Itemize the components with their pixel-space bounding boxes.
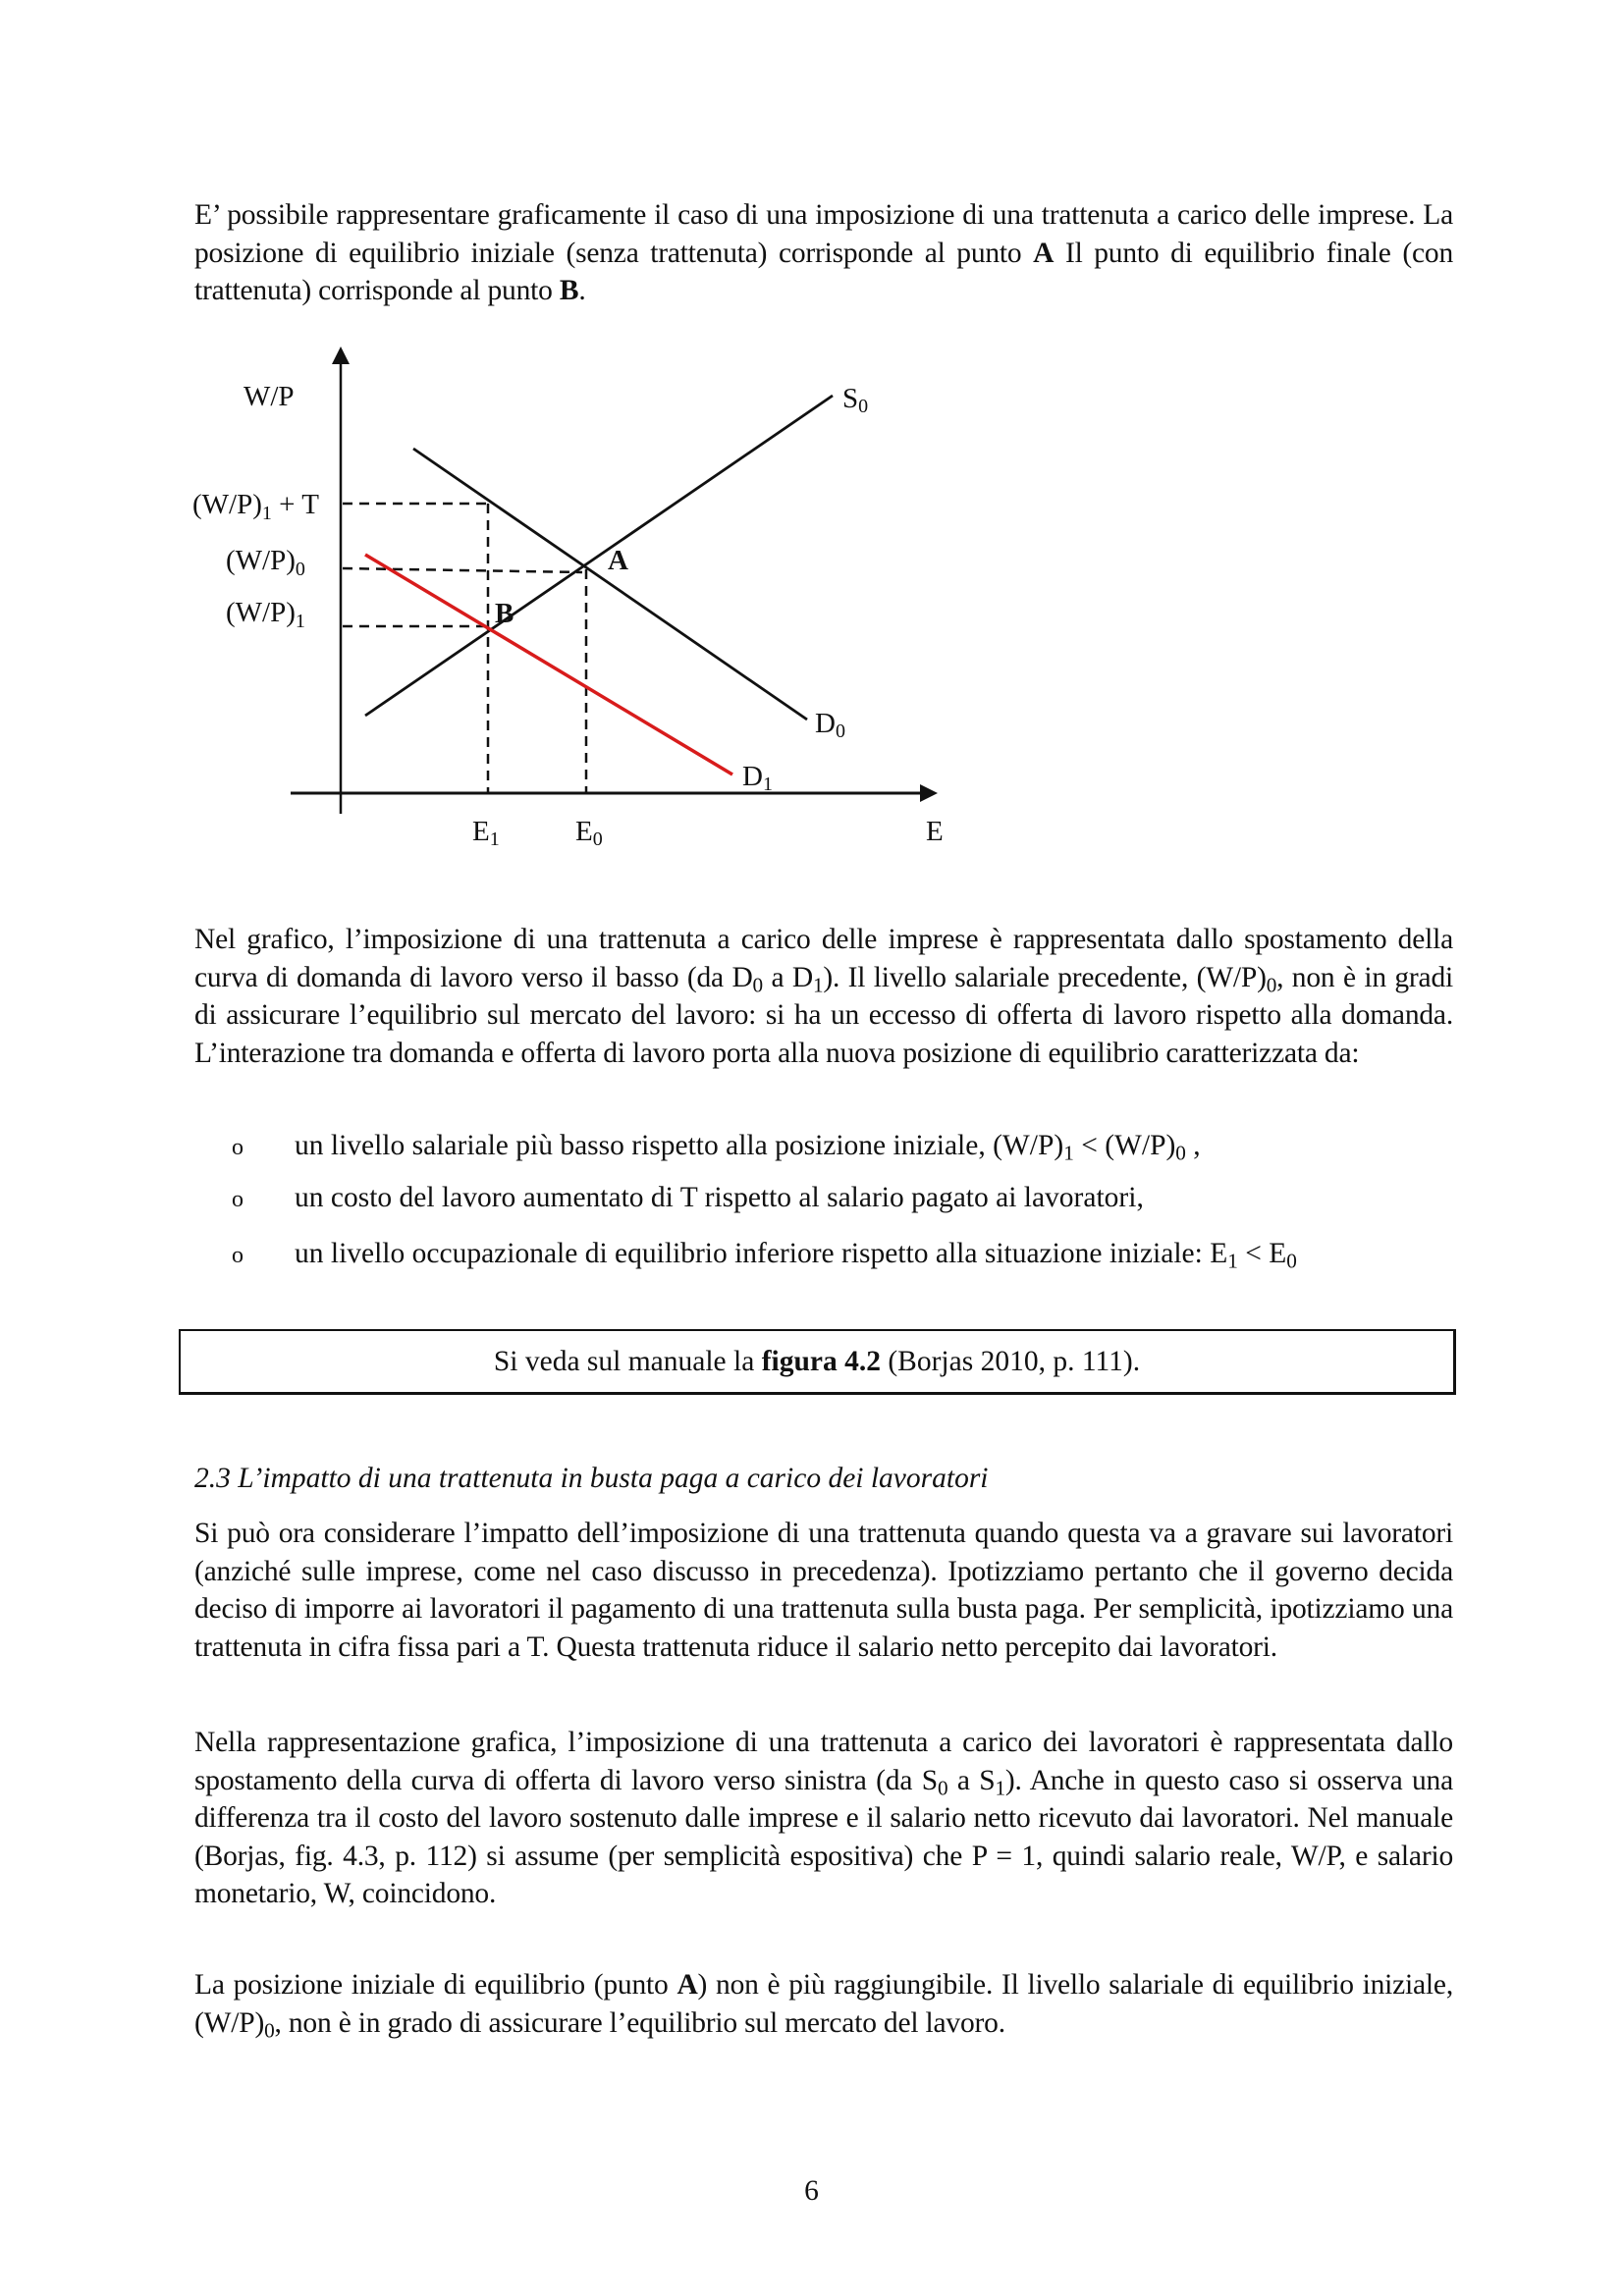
labor-market-diagram bbox=[0, 0, 1623, 883]
intro-text-2: Il punto di equilibrio finale (con trattenuta) corrisponde al punto bbox=[194, 237, 1453, 306]
chart-explanation-paragraph bbox=[194, 921, 1453, 1072]
y-axis-label: W/P bbox=[243, 381, 295, 412]
page-number: 6 bbox=[804, 2175, 819, 2207]
p4-text: Nella rappresentazione grafica, l’imposizione di una trattenuta a carico dei lavoratori è rappresentata dallo spostamento della curva di offerta di lavoro verso sinistra (da S bbox=[194, 1727, 1453, 1796]
bullet-item bbox=[232, 1182, 1144, 1214]
p2-text: , non è in gradi di assicurare l’equilibrio sul mercato del lavoro: si ha un eccesso di offerta di lavoro rispetto alla domanda. L’interazione tra domanda e offerta di lavoro porta alla nuova posizione di equilibrio caratterizzata da: bbox=[194, 961, 1453, 1069]
demand-curve-d1 bbox=[365, 555, 732, 774]
bullet-text: un livello occupazionale di equilibrio inferiore rispetto alla situazione iniziale: E bbox=[295, 1238, 1228, 1269]
p2-sub: 0 bbox=[752, 972, 763, 996]
p2-sub: 0 bbox=[1266, 972, 1277, 996]
tick-wp1: $(W/P)_1$ bbox=[226, 597, 305, 632]
tick-wp0: $(W/P)_0$ bbox=[226, 545, 305, 580]
bullet-text: < E bbox=[1237, 1238, 1287, 1269]
p5-text: La posizione iniziale di equilibrio (punto bbox=[194, 1969, 677, 2001]
bullet-text: un costo del lavoro aumentato di T rispetto al salario pagato ai lavoratori, bbox=[295, 1182, 1144, 1213]
point-a-ref: A bbox=[1033, 237, 1055, 269]
label-s0: S0 bbox=[842, 383, 869, 417]
bullet-circle-icon: o bbox=[232, 1243, 243, 1268]
p2-text: a D bbox=[762, 961, 813, 993]
y-axis-arrow-icon bbox=[332, 347, 350, 364]
bullet-text: < (W/P) bbox=[1073, 1130, 1176, 1161]
p2-text: ). Il livello salariale precedente, (W/P) bbox=[823, 961, 1267, 993]
p3-text: Si può ora considerare l’impatto dell’imposizione di una trattenuta quando questa va a gravare sui lavoratori (anziché sulle imprese, come nel caso discusso in precedenza). Ipotizziamo pertanto che il governo decida deciso di imporre ai lavoratori il pagamento di una trattenuta sulla busta paga. Per semplicità, ipotizziamo una trattenuta in cifra fissa pari a T. Questa trattenuta riduce il salario netto percepito dai lavoratori. bbox=[194, 1518, 1453, 1663]
p5-sub: 0 bbox=[264, 2017, 275, 2042]
textbook-reference-box bbox=[179, 1329, 1456, 1395]
worker-tax-paragraph bbox=[194, 1515, 1453, 1666]
demand-curve-d0 bbox=[413, 449, 807, 720]
p2-text: Nel grafico, l’imposizione di una trattenuta a carico delle imprese è rappresentata dallo spostamento della curva di domanda di lavoro verso il basso (da D bbox=[194, 924, 1453, 993]
guide-wp0 bbox=[343, 568, 582, 572]
bullet-sub: 0 bbox=[1175, 1141, 1186, 1165]
tick-e1: E1 bbox=[472, 816, 500, 850]
point-b-label: B bbox=[495, 598, 514, 629]
bullet-circle-icon: o bbox=[232, 1187, 243, 1212]
p4-text: a S bbox=[947, 1764, 996, 1796]
supply-curve-s0 bbox=[365, 396, 833, 716]
bullet-circle-icon: o bbox=[232, 1135, 243, 1160]
p5-text: ) non è più raggiungibile. Il livello salariale di equilibrio iniziale, (W/P) bbox=[194, 1969, 1453, 2039]
figure-ref: figura 4.2 bbox=[761, 1345, 881, 1377]
p2-sub: 1 bbox=[812, 972, 824, 996]
p4-sub: 0 bbox=[937, 1775, 948, 1799]
tick-e0: E0 bbox=[575, 816, 603, 850]
graphical-representation-paragraph bbox=[194, 1724, 1453, 1913]
bullet-text: , bbox=[1185, 1130, 1201, 1161]
ref-before: Si veda sul manuale la bbox=[493, 1345, 762, 1377]
p4-text: ). Anche in questo caso si osserva una differenza tra il costo del lavoro sostenuto dalle imprese e il salario netto ricevuto dai lavoratori. Nel manuale (Borjas, fig. 4.3, p. 112) si assume (per semplicità espositiva) che P = 1, quindi salario reale, W/P, e salario monetario, W, coincidono. bbox=[194, 1764, 1453, 1909]
point-a-label: A bbox=[608, 545, 628, 576]
tick-wp1-plus-t: $(W/P)_1 + T$ bbox=[192, 489, 319, 524]
section-heading: 2.3 L’impatto di una trattenuta in busta paga a carico dei lavoratori bbox=[194, 1463, 989, 1494]
label-d0: D0 bbox=[815, 708, 845, 742]
point-b-ref: B bbox=[559, 275, 579, 306]
x-axis-label: E bbox=[926, 816, 944, 847]
p5-text: , non è in grado di assicurare l’equilibrio sul mercato del lavoro. bbox=[274, 2006, 1005, 2039]
point-a-ref: A bbox=[676, 1969, 698, 2001]
reference-text bbox=[494, 1346, 1140, 1378]
label-d1: D1 bbox=[742, 761, 773, 795]
bullet-item bbox=[232, 1238, 1297, 1273]
x-axis-arrow-icon bbox=[920, 784, 938, 802]
bullet-sub: 0 bbox=[1286, 1249, 1297, 1273]
p4-sub: 1 bbox=[995, 1775, 1005, 1799]
bullet-text: un livello salariale più basso rispetto alla posizione iniziale, (W/P) bbox=[295, 1130, 1064, 1161]
bullet-sub: 1 bbox=[1063, 1141, 1074, 1165]
intro-text: E’ possibile rappresentare graficamente il caso di una imposizione di una trattenuta a carico delle imprese. La posizione di equilibrio iniziale (senza trattenuta) corrisponde al punto bbox=[194, 199, 1453, 269]
bullet-sub: 1 bbox=[1227, 1249, 1238, 1273]
bullet-item bbox=[232, 1130, 1201, 1165]
intro-text-end: . bbox=[578, 275, 586, 306]
initial-equilibrium-paragraph bbox=[194, 1966, 1453, 2042]
ref-after: (Borjas 2010, p. 111). bbox=[880, 1345, 1141, 1377]
